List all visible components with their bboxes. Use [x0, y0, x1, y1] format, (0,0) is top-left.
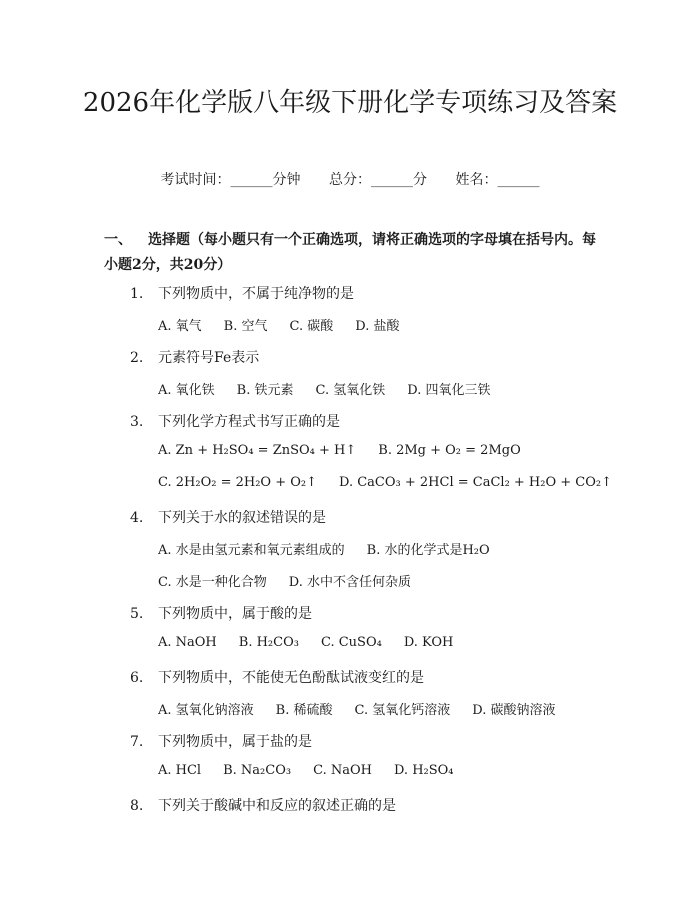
exam-info — [0, 169, 700, 189]
question-text: 下列物质中，属于盐的是 — [158, 734, 312, 750]
question-number: 7. — [130, 734, 144, 750]
question-2-options — [158, 379, 490, 398]
question-5 — [130, 603, 312, 623]
option-d: D. CaCO₃ + 2HCl = CaCl₂ + H₂O + CO₂↑ — [339, 475, 613, 490]
question-number: 4. — [130, 510, 144, 526]
option-b: B. 2Mg + O₂ = 2MgO — [378, 443, 521, 458]
option-d: D. 水中不含任何杂质 — [288, 575, 411, 590]
option-b: B. 空气 — [223, 319, 268, 334]
question-6 — [130, 667, 424, 687]
question-text: 下列关于酸碱中和反应的叙述正确的是 — [158, 798, 396, 814]
option-d: D. 碳酸钠溶液 — [472, 703, 556, 718]
option-a: A. Zn + H₂SO₄ = ZnSO₄ + H↑ — [158, 443, 357, 458]
option-c: C. CuSO₄ — [320, 635, 382, 650]
option-d: D. 四氧化三铁 — [407, 383, 491, 398]
option-b: B. 水的化学式是H₂O — [366, 543, 490, 558]
question-text: 下列关于水的叙述错误的是 — [158, 510, 326, 526]
student-name: 姓名：______ — [455, 172, 540, 188]
question-6-options — [158, 699, 555, 718]
question-number: 5. — [130, 606, 144, 622]
option-c: C. 氢氧化钙溶液 — [354, 703, 451, 718]
option-d: D. H₂SO₄ — [393, 763, 454, 778]
option-d: D. KOH — [403, 635, 454, 650]
question-4-options-row-1 — [158, 539, 490, 558]
document-title: 2026年化学版八年级下册化学专项练习及答案 — [82, 88, 618, 118]
option-b: B. H₂CO₃ — [238, 635, 299, 650]
section-number: 一、 — [104, 232, 132, 248]
question-2 — [130, 347, 259, 367]
question-1-options — [158, 315, 399, 334]
option-a: A. 水是由氢元素和氧元素组成的 — [158, 543, 345, 558]
question-7-options — [158, 763, 454, 778]
question-7 — [130, 731, 312, 751]
option-c: C. NaOH — [313, 763, 372, 778]
question-number: 3. — [130, 414, 144, 430]
section-heading — [104, 228, 604, 278]
question-text: 下列物质中，属于酸的是 — [158, 606, 312, 622]
option-c: C. 2H₂O₂ = 2H₂O + O₂↑ — [158, 475, 317, 490]
option-c: C. 水是一种化合物 — [158, 575, 267, 590]
option-a: A. NaOH — [158, 635, 217, 650]
question-3 — [130, 411, 340, 431]
question-text: 下列化学方程式书写正确的是 — [158, 414, 340, 430]
option-d: D. 盐酸 — [355, 319, 400, 334]
question-text: 下列物质中，不属于纯净物的是 — [158, 286, 354, 302]
section-instructions: 选择题（每小题只有一个正确选项，请将正确选项的字母填在括号内。每小题2分，共20分） — [104, 232, 596, 273]
option-a: A. 氢氧化钠溶液 — [158, 703, 254, 718]
option-b: B. 稀硫酸 — [275, 703, 333, 718]
question-text: 下列物质中，不能使无色酚酞试液变红的是 — [158, 670, 424, 686]
question-3-options-row-1 — [158, 443, 521, 458]
option-a: A. 氧气 — [158, 319, 202, 334]
question-1 — [130, 283, 354, 303]
option-a: A. 氧化铁 — [158, 383, 215, 398]
question-number: 1. — [130, 286, 144, 302]
question-8 — [130, 795, 396, 815]
question-4 — [130, 507, 326, 527]
question-5-options — [158, 635, 453, 650]
option-b: B. 铁元素 — [236, 383, 294, 398]
question-number: 2. — [130, 350, 144, 366]
total-score: 总分：______分 — [329, 172, 427, 188]
question-3-options-row-2 — [158, 475, 612, 490]
option-b: B. Na₂CO₃ — [223, 763, 292, 778]
exam-time: 考试时间：______分钟 — [160, 172, 301, 188]
question-number: 6. — [130, 670, 144, 686]
option-a: A. HCl — [158, 763, 202, 778]
option-c: C. 氢氧化铁 — [315, 383, 386, 398]
question-text: 元素符号Fe表示 — [158, 350, 260, 366]
question-number: 8. — [130, 798, 144, 814]
question-4-options-row-2 — [158, 571, 411, 590]
option-c: C. 碳酸 — [289, 319, 334, 334]
